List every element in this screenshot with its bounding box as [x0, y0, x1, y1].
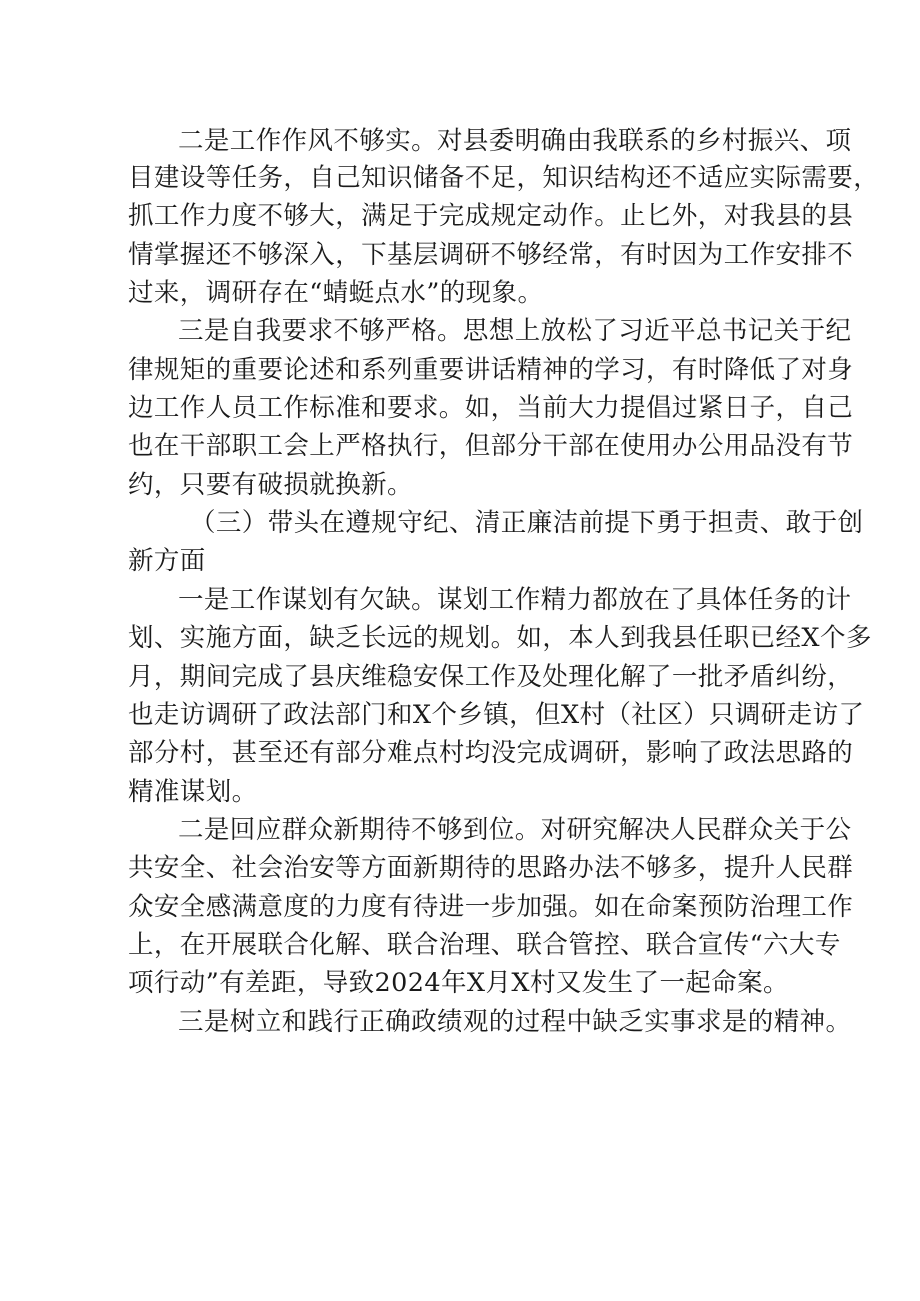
text-line-23	[0, 961, 920, 1005]
text-line-3	[0, 194, 920, 238]
line-text: 精准谋划。	[128, 777, 258, 807]
text-line-17	[0, 731, 920, 775]
line-text: 抓工作力度不够大，满足于完成规定动作。止匕外，对我县的县	[128, 201, 854, 231]
line-text: 约，只要有破损就换新。	[128, 470, 413, 500]
line-text: 一是工作谋划有欠缺。谋划工作精力都放在了具体任务的计	[178, 585, 852, 615]
line-text: 也在干部职工会上严格执行，但部分干部在使用办公用品没有节	[128, 431, 854, 461]
line-text: 律规矩的重要论述和系列重要讲话精神的学习，有时降低了对身	[128, 355, 854, 385]
section-heading-line-2	[0, 539, 920, 583]
line-text: 项行动”有差距，导致2024年X月X村又发生了一起命案。	[128, 968, 789, 998]
text-line-9	[0, 424, 920, 468]
section-heading-text: 新方面	[128, 546, 206, 576]
line-text: 也走访调研了政法部门和X个乡镇，但X村（社区）只调研走访了	[128, 700, 865, 730]
section-heading-text: （三）带头在遵规守纪、清正廉洁前提下勇于担责、敢于创	[190, 508, 864, 538]
line-text: 二是回应群众新期待不够到位。对研究解决人民群众关于公	[178, 815, 852, 845]
line-text: 月，期间完成了县庆维稳安保工作及处理化解了一批矛盾纠纷，	[128, 662, 854, 692]
text-line-6	[0, 309, 920, 353]
line-text: 部分村，甚至还有部分难点村均没完成调研，影响了政法思路的	[128, 738, 854, 768]
line-text: 三是自我要求不够严格。思想上放松了习近平总书记关于纪	[178, 316, 852, 346]
line-text: 过来，调研存在“蜻蜓点水”的现象。	[128, 278, 544, 308]
text-line-20	[0, 846, 920, 890]
text-line-14	[0, 616, 920, 660]
line-text: 目建设等任务，自己知识储备不足，知识结构还不适应实际需要，	[128, 163, 880, 193]
line-text: 三是树立和践行正确政绩观的过程中缺乏实事求是的精神。	[178, 1007, 852, 1037]
line-text: 情掌握还不够深入，下基层调研不够经常，有时因为工作安排不	[128, 240, 854, 270]
text-line-24	[0, 1000, 920, 1044]
line-text: 上，在开展联合化解、联合治理、联合管控、联合宣传“六大专	[128, 930, 841, 960]
line-text: 共安全、社会治安等方面新期待的思路办法不够多，提升人民群	[128, 853, 854, 883]
line-text: 边工作人员工作标准和要求。如，当前大力提倡过紧日子，自己	[128, 393, 854, 423]
line-text: 二是工作作风不够实。对县委明确由我联系的乡村振兴、项	[178, 126, 852, 156]
line-text: 划、实施方面，缺乏长远的规划。如，本人到我县任职已经X个多	[128, 623, 872, 653]
line-text: 众安全感满意度的力度有待进一步加强。如在命案预防治理工作	[128, 892, 854, 922]
